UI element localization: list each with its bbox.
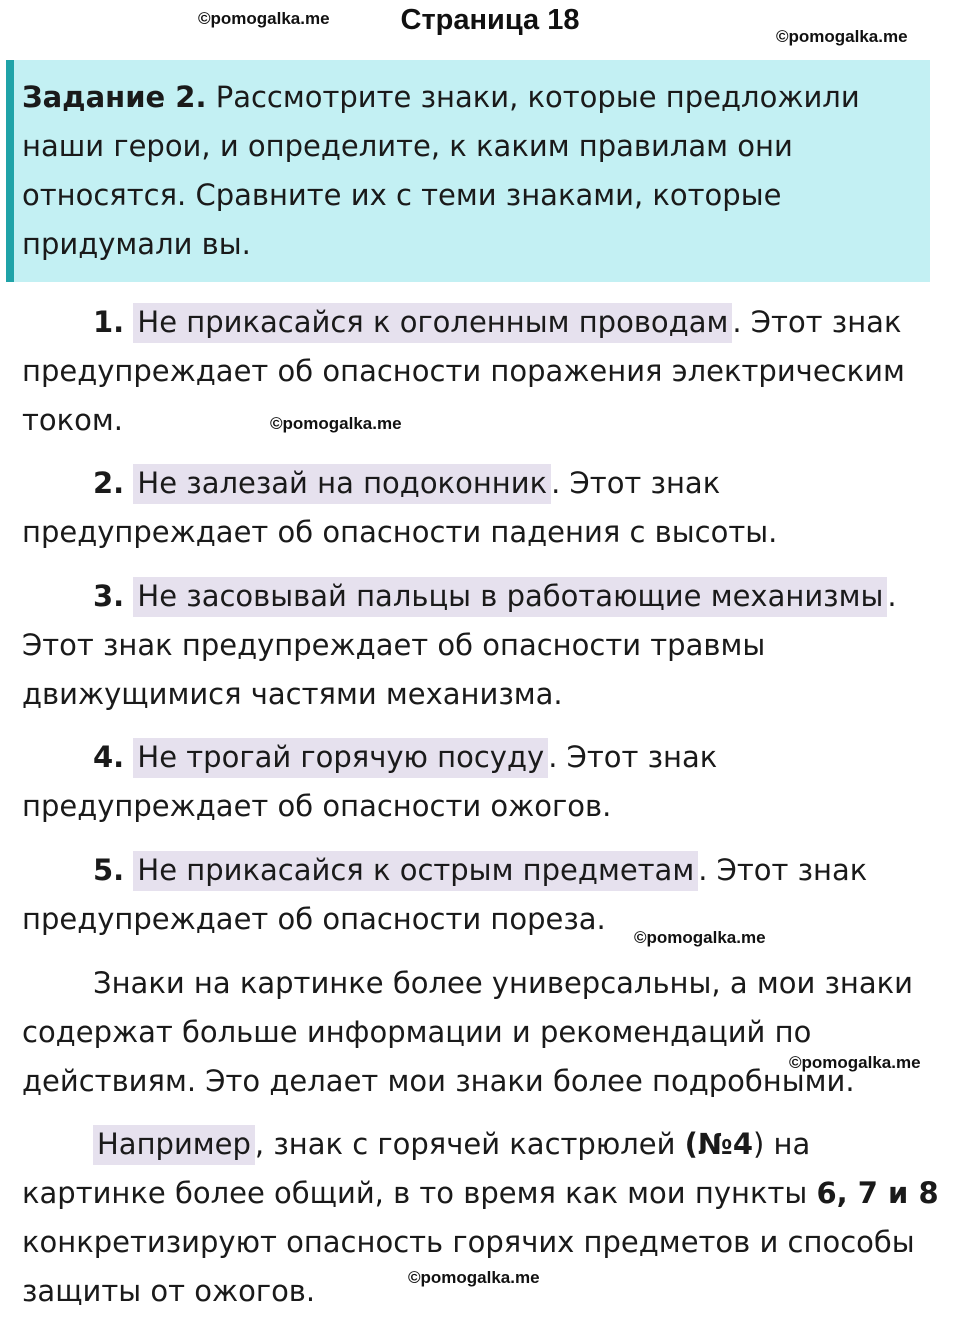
item-explanation: . Этот знак предупреждает об опасности травмы движущимися частями механизма. bbox=[22, 579, 897, 711]
list-item bbox=[22, 733, 954, 831]
watermark: ©pomogalka.me bbox=[408, 1268, 540, 1287]
example-text-1: , знак с горячей кастрюлей bbox=[254, 1127, 685, 1161]
conclusion-paragraph bbox=[22, 959, 954, 1106]
item-number: 2. bbox=[93, 466, 125, 500]
watermark: ©pomogalka.me bbox=[270, 414, 402, 433]
item-explanation: . Этот знак предупреждает об опасности ожогов. bbox=[22, 740, 718, 823]
item-explanation: . Этот знак предупреждает об опасности пореза. bbox=[22, 853, 868, 936]
example-paragraph bbox=[22, 1120, 954, 1316]
task-text bbox=[22, 73, 922, 269]
task-body: Рассмотрите знаки, которые предложили наши герои, и определите, к каким правилам они относятся. Сравните их с теми знаками, которые придумали вы. bbox=[22, 80, 860, 261]
page-title: Страница 18 bbox=[400, 4, 580, 36]
list-item bbox=[22, 846, 954, 944]
example-text-2: ) на картинке более общий, в то время как мои пункты bbox=[22, 1127, 817, 1210]
item-number: 5. bbox=[93, 853, 125, 887]
watermark: ©pomogalka.me bbox=[789, 1053, 921, 1072]
conclusion-text: Знаки на картинке более универсальны, а мои знаки содержат больше информации и рекомендаций по действиям. Это делает мои знаки более подробными. bbox=[22, 966, 914, 1098]
example-ref: (№4 bbox=[684, 1127, 753, 1161]
list-item bbox=[22, 459, 954, 557]
example-text-3: конкретизируют опасность горячих предметов и способы защиты от ожогов. bbox=[22, 1225, 915, 1308]
item-explanation: . Этот знак предупреждает об опасности поражения электрическим током. bbox=[22, 305, 905, 437]
example-highlight: Например bbox=[93, 1125, 255, 1165]
example-points: 6, 7 и 8 bbox=[816, 1176, 939, 1210]
sign-name-highlight: Не засовывай пальцы в работающие механизмы bbox=[133, 577, 887, 617]
item-number: 4. bbox=[93, 740, 125, 774]
sign-name-highlight: Не залезай на подоконник bbox=[133, 464, 551, 504]
item-number: 3. bbox=[93, 579, 125, 613]
task-label: Задание 2. bbox=[22, 80, 207, 114]
watermark: ©pomogalka.me bbox=[634, 928, 766, 947]
sign-name-highlight: Не прикасайся к острым предметам bbox=[133, 851, 698, 891]
sign-name-highlight: Не прикасайся к оголенным проводам bbox=[133, 303, 732, 343]
sign-name-highlight: Не трогай горячую посуду bbox=[133, 738, 548, 778]
list-item bbox=[22, 572, 954, 719]
list-item bbox=[22, 298, 954, 445]
watermark: ©pomogalka.me bbox=[198, 9, 330, 28]
item-explanation: . Этот знак предупреждает об опасности падения с высоты. bbox=[22, 466, 778, 549]
item-number: 1. bbox=[93, 305, 125, 339]
watermark: ©pomogalka.me bbox=[776, 27, 908, 46]
